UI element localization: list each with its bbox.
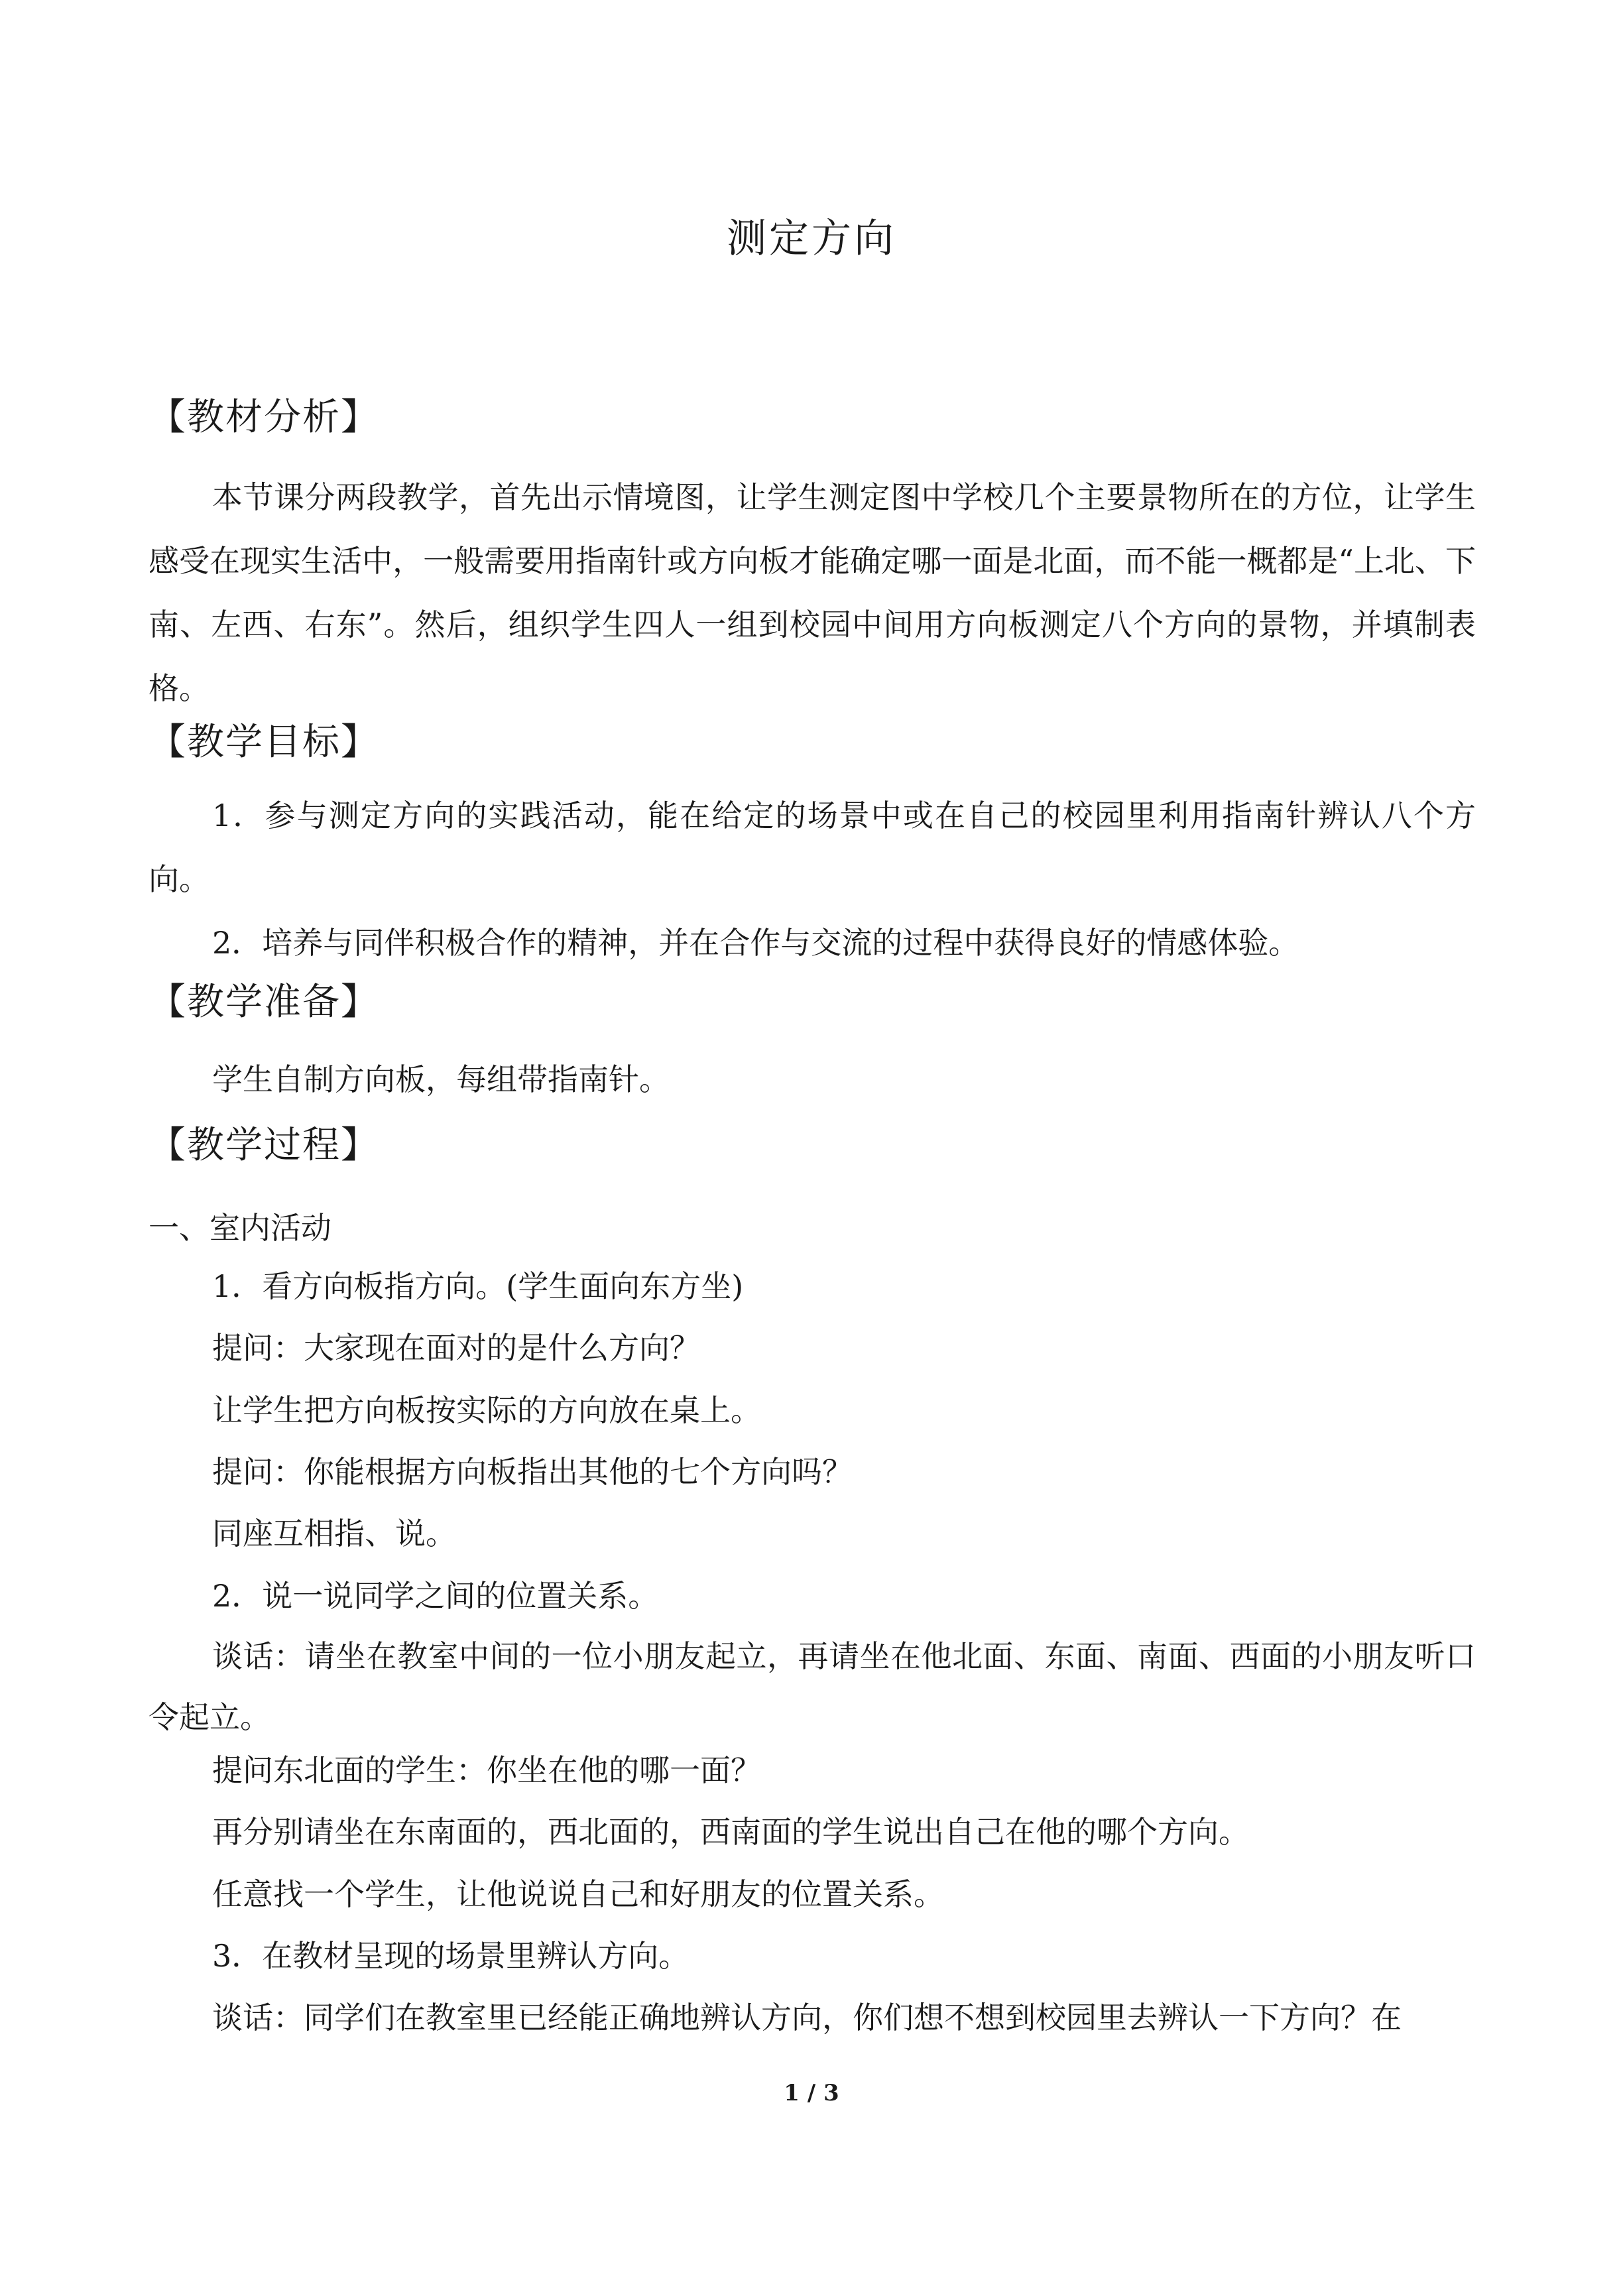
goal-item-2: 2．培养与同伴积极合作的精神，并在合作与交流的过程中获得良好的情感体验。 xyxy=(212,925,1299,961)
process-line: 1．看方向板指方向。(学生面向东方坐) xyxy=(212,1268,744,1304)
page-number: 1 / 3 xyxy=(784,2080,839,2106)
preparation-paragraph: 学生自制方向板，每组带指南针。 xyxy=(212,1061,670,1097)
heading-process: 【教学过程】 xyxy=(149,1124,379,1167)
process-line: 提问：你能根据方向板指出其他的七个方向吗？ xyxy=(212,1454,853,1490)
process-line: 同座互相指、说。 xyxy=(212,1516,456,1551)
process-part-1: 一、室内活动 xyxy=(149,1210,331,1246)
process-line: 再分别请坐在东南面的，西北面的，西南面的学生说出自己在他的哪个方向。 xyxy=(212,1814,1249,1850)
heading-goals: 【教学目标】 xyxy=(149,721,379,764)
process-line: 提问：大家现在面对的是什么方向？ xyxy=(212,1330,700,1366)
process-line: 谈话：同学们在教室里已经能正确地辨认方向，你们想不想到校园里去辨认一下方向？在 xyxy=(212,2000,1402,2035)
process-line: 3．在教材呈现的场景里辨认方向。 xyxy=(212,1938,690,1974)
document-title: 测定方向 xyxy=(727,215,896,262)
analysis-paragraph: 本节课分两段教学，首先出示情境图，让学生测定图中学校几个主要景物所在的方位，让学生感受在现实生活中，一般需要用指南针或方向板才能确定哪一面是北面，而不能一概都是“上北、下南、左西、右东”。然后，组织学生四人一组到校园中间用方向板测定八个方向的景物，并填制表格。 xyxy=(149,479,1476,706)
heading-preparation: 【教学准备】 xyxy=(149,981,379,1024)
process-talk-paragraph: 谈话：请坐在教室中间的一位小朋友起立，再请坐在他北面、东面、南面、西面的小朋友听口令起立。 xyxy=(149,1638,1476,1735)
heading-analysis: 【教材分析】 xyxy=(149,396,379,439)
process-line: 2．说一说同学之间的位置关系。 xyxy=(212,1578,659,1614)
process-line: 任意找一个学生，让他说说自己和好朋友的位置关系。 xyxy=(212,1876,944,1912)
process-line: 让学生把方向板按实际的方向放在桌上。 xyxy=(212,1392,761,1428)
process-line: 提问东北面的学生：你坐在他的哪一面？ xyxy=(212,1752,761,1788)
goal-item-1: 1．参与测定方向的实践活动，能在给定的场景中或在自己的校园里利用指南针辨认八个方向。 xyxy=(149,798,1476,897)
